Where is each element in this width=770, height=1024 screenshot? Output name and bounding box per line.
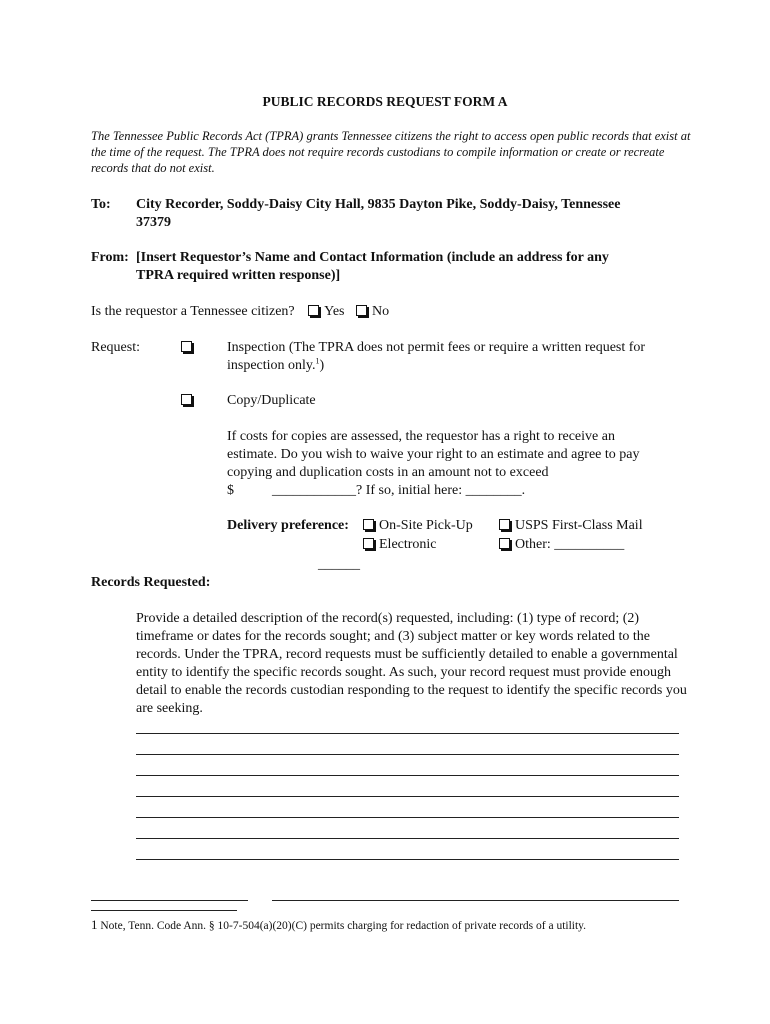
cost-dollar-sign: $ [227, 483, 234, 498]
copy-checkbox-icon[interactable] [181, 394, 192, 405]
cost-line1: If costs for copies are assessed, the requestor has a right to receive an [227, 429, 615, 444]
to-label: To: [91, 197, 111, 212]
answer-line-3[interactable] [136, 775, 679, 776]
from-line1: [Insert Requestor’s Name and Contact Information (include an address for any [136, 250, 609, 265]
yes-label: Yes [324, 304, 345, 319]
records-heading: Records Requested: [91, 575, 211, 590]
delivery-usps-option[interactable]: USPS First-Class Mail [499, 518, 643, 534]
delivery-other-continuation[interactable]: ______ [318, 557, 360, 572]
footnote-marker: 1 [315, 356, 320, 366]
cost-line2: estimate. Do you wish to waive your right to an estimate and agree to pay [227, 447, 640, 462]
footnote-number: 1 [91, 917, 98, 932]
inspection-line1: Inspection (The TPRA does not permit fees or require a written request for [227, 340, 646, 355]
answer-line-1[interactable] [136, 733, 679, 734]
to-address-line1: City Recorder, Soddy-Daisy City Hall, 9835 Dayton Pike, Soddy-Daisy, Tennessee [136, 197, 621, 212]
cost-amount-and-initial[interactable]: ____________? If so, initial here: ________. [272, 483, 526, 498]
onsite-checkbox-icon[interactable] [363, 519, 374, 530]
intro-paragraph: The Tennessee Public Records Act (TPRA) grants Tennessee citizens the right to access open public records that exist at the time of the request. The TPRA does not require records custodians to compile information or create or recreate records that do not exist. [91, 129, 691, 175]
answer-line-6[interactable] [136, 838, 679, 839]
copy-label: Copy/Duplicate [227, 393, 316, 408]
cost-line3: copying and duplication costs in an amount not to exceed [227, 465, 549, 480]
delivery-onsite-option[interactable]: On-Site Pick-Up [363, 518, 473, 534]
copy-checkbox[interactable] [181, 394, 192, 405]
footnote-text: Note, Tenn. Code Ann. § 10-7-504(a)(20)(C) permits charging for redaction of private records of a utility. [100, 920, 587, 932]
delivery-electronic-option[interactable]: Electronic [363, 537, 437, 553]
answer-line-5[interactable] [136, 817, 679, 818]
citizen-yes-option[interactable] [308, 304, 348, 319]
other-checkbox-icon[interactable] [499, 538, 510, 549]
inspection-line2: inspection only.$^1$) [227, 356, 325, 373]
footnote-separator [91, 910, 237, 911]
yes-checkbox-icon[interactable] [308, 305, 319, 316]
citizen-question-text: Is the requestor a Tennessee citizen? [91, 304, 295, 319]
usps-checkbox-icon[interactable] [499, 519, 510, 530]
answer-line-8b[interactable] [272, 900, 679, 901]
inspection-checkbox-icon[interactable] [181, 341, 192, 352]
answer-line-7[interactable] [136, 859, 679, 860]
delivery-other-option[interactable]: Other: __________ [499, 537, 624, 553]
form-title: PUBLIC RECORDS REQUEST FORM A [262, 94, 508, 109]
electronic-checkbox-icon[interactable] [363, 538, 374, 549]
footnote [91, 917, 586, 933]
answer-line-4[interactable] [136, 796, 679, 797]
no-checkbox-icon[interactable] [356, 305, 367, 316]
to-address-line2: 37379 [136, 215, 171, 230]
citizen-no-option[interactable] [356, 304, 389, 319]
answer-line-8a[interactable] [91, 900, 248, 901]
answer-line-2[interactable] [136, 754, 679, 755]
records-description: Provide a detailed description of the record(s) requested, including: (1) type of record; (2) timeframe or dates for the records sought; and (3) subject matter or key words related to the records. Under the TPRA, record requests must be sufficiently detailed to enable a governmental entity to identify the specific records sought. As such, your record request must provide enough detail to enable the records custodian responding to the request to identify the specific records you are seeking. [136, 611, 687, 716]
citizen-question [91, 304, 389, 320]
no-label: No [372, 304, 390, 319]
inspection-checkbox[interactable] [181, 341, 192, 352]
request-label: Request: [91, 340, 140, 355]
from-line2: TPRA required written response)] [136, 268, 341, 283]
from-label: From: [91, 250, 129, 265]
delivery-label: Delivery preference: [227, 518, 349, 533]
